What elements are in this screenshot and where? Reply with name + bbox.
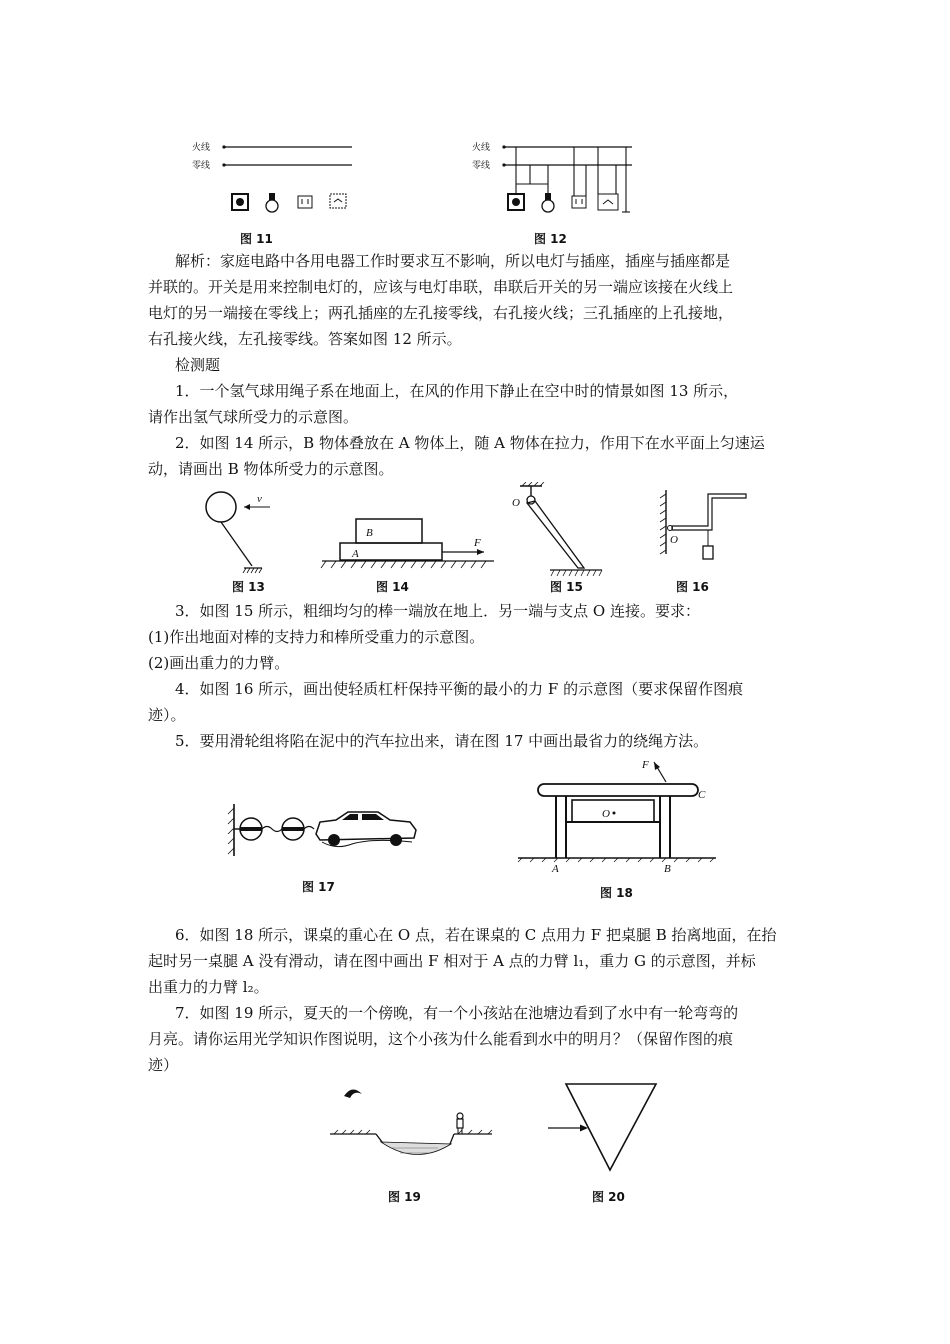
q6-line-1: 6．如图 18 所示，课桌的重心在 O 点，若在课桌的 C 点用力 F 把桌腿 B 抬离地面，在抬 [175, 926, 777, 944]
figure-13-caption: 图 13 [232, 580, 265, 594]
leg-b-label: B [664, 863, 671, 875]
two-pin-socket-icon [298, 196, 312, 208]
q6-line-3: 出重力的力臂 l₂。 [148, 978, 269, 996]
figure-17-caption: 图 17 [302, 880, 335, 894]
leg-a-label: A [552, 863, 559, 875]
q2-line-1: 2．如图 14 所示，B 物体叠放在 A 物体上，随 A 物体在拉力，作用下在水平面上匀速运 [175, 434, 765, 452]
figure-11-caption: 图 11 [240, 232, 273, 246]
pivot-label: O [512, 497, 520, 509]
rod [527, 501, 584, 568]
q4-line-2: 迹）。 [148, 706, 186, 724]
car-icon [316, 812, 416, 847]
q3-line-3: (2)画出重力的力臂。 [148, 654, 290, 672]
q7-line-2: 月亮。请你运用光学知识作图说明，这个小孩为什么能看到水中的明月？（保留作图的痕 [148, 1030, 734, 1048]
three-pin-socket-icon [598, 194, 618, 210]
figure-12-caption: 图 12 [534, 232, 567, 246]
balloon [206, 492, 236, 522]
force-label: F [474, 537, 481, 549]
neutral-wire-label: 零线 [192, 161, 211, 171]
analysis-line-3: 电灯的另一端接在零线上；两孔插座的左孔接零线，右孔接火线；三孔插座的上孔接地， [148, 304, 734, 322]
analysis-line-1: 解析：家庭电路中各用电器工作时要求互不影响，所以电灯与插座，插座与插座都是 [175, 252, 731, 270]
lever [672, 494, 746, 530]
point-c-label: C [698, 789, 706, 801]
figure-17 [224, 800, 420, 860]
figure-19-caption: 图 19 [388, 1190, 421, 1204]
figure-20 [546, 1080, 666, 1174]
center-label: O [602, 808, 610, 820]
figure-18 [514, 754, 720, 880]
rope [221, 522, 252, 566]
three-pin-socket-icon [330, 194, 346, 208]
figure-19 [326, 1082, 496, 1172]
section-title: 检测题 [175, 356, 221, 374]
figure-15-caption: 图 15 [550, 580, 583, 594]
velocity-label: v [257, 493, 262, 505]
live-wire-label: 火线 [472, 143, 491, 153]
figure-18-caption: 图 18 [600, 886, 633, 900]
pivot-label: O [670, 534, 678, 546]
analysis-line-4: 右孔接火线，左孔接零线。答案如图 12 所示。 [148, 330, 462, 348]
q7-line-3: 迹） [148, 1056, 179, 1074]
desk-drawer [572, 800, 654, 822]
q5-line-1: 5．要用滑轮组将陷在泥中的汽车拉出来，请在图 17 中画出最省力的绕绳方法。 [175, 732, 709, 750]
weight [703, 546, 713, 559]
q2-line-2: 动，请画出 B 物体所受力的示意图。 [148, 460, 394, 478]
figure-11 [190, 136, 360, 226]
q1-line-2: 请作出氢气球所受力的示意图。 [148, 408, 359, 426]
q4-line-1: 4．如图 16 所示，画出使轻质杠杆保持平衡的最小的力 F 的示意图（要求保留作图痕 [175, 680, 744, 698]
moon-icon [344, 1089, 362, 1098]
block-b-label: B [366, 527, 373, 539]
analysis-line-2: 并联的。开关是用来控制电灯的，应该与电灯串联，串联后开关的另一端应该接在火线上 [148, 278, 734, 296]
figure-16-caption: 图 16 [676, 580, 709, 594]
q6-line-2: 起时另一桌腿 A 没有滑动，请在图中画出 F 相对于 A 点的力臂 l₁，重力 G 的示意图，并标 [148, 952, 756, 970]
q7-line-1: 7．如图 19 所示，夏天的一个傍晚，有一个小孩站在池塘边看到了水中有一轮弯弯的 [175, 1004, 739, 1022]
figure-13 [200, 486, 280, 576]
live-wire-label: 火线 [192, 143, 211, 153]
figure-14 [318, 512, 498, 578]
block-a-label: A [352, 548, 359, 560]
force-label: F [642, 759, 649, 771]
figure-16 [652, 486, 752, 578]
q3-line-1: 3．如图 15 所示，粗细均匀的棒一端放在地上．另一端与支点 O 连接。要求： [175, 602, 701, 620]
figure-15 [506, 482, 606, 578]
bulb-icon [542, 193, 554, 212]
desk-top [538, 784, 698, 796]
prism [566, 1084, 656, 1170]
switch-icon [508, 194, 524, 210]
switch-icon [232, 194, 248, 210]
q1-line-1: 1．一个氢气球用绳子系在地面上，在风的作用下静止在空中时的情景如图 13 所示， [175, 382, 739, 400]
child-figure [457, 1113, 463, 1134]
figure-12 [470, 136, 640, 226]
neutral-wire-label: 零线 [472, 161, 491, 171]
two-pin-socket-icon [572, 196, 586, 208]
q3-line-2: (1)作出地面对棒的支持力和棒所受重力的示意图。 [148, 628, 485, 646]
figure-14-caption: 图 14 [376, 580, 409, 594]
bulb-icon [266, 193, 278, 212]
figure-20-caption: 图 20 [592, 1190, 625, 1204]
